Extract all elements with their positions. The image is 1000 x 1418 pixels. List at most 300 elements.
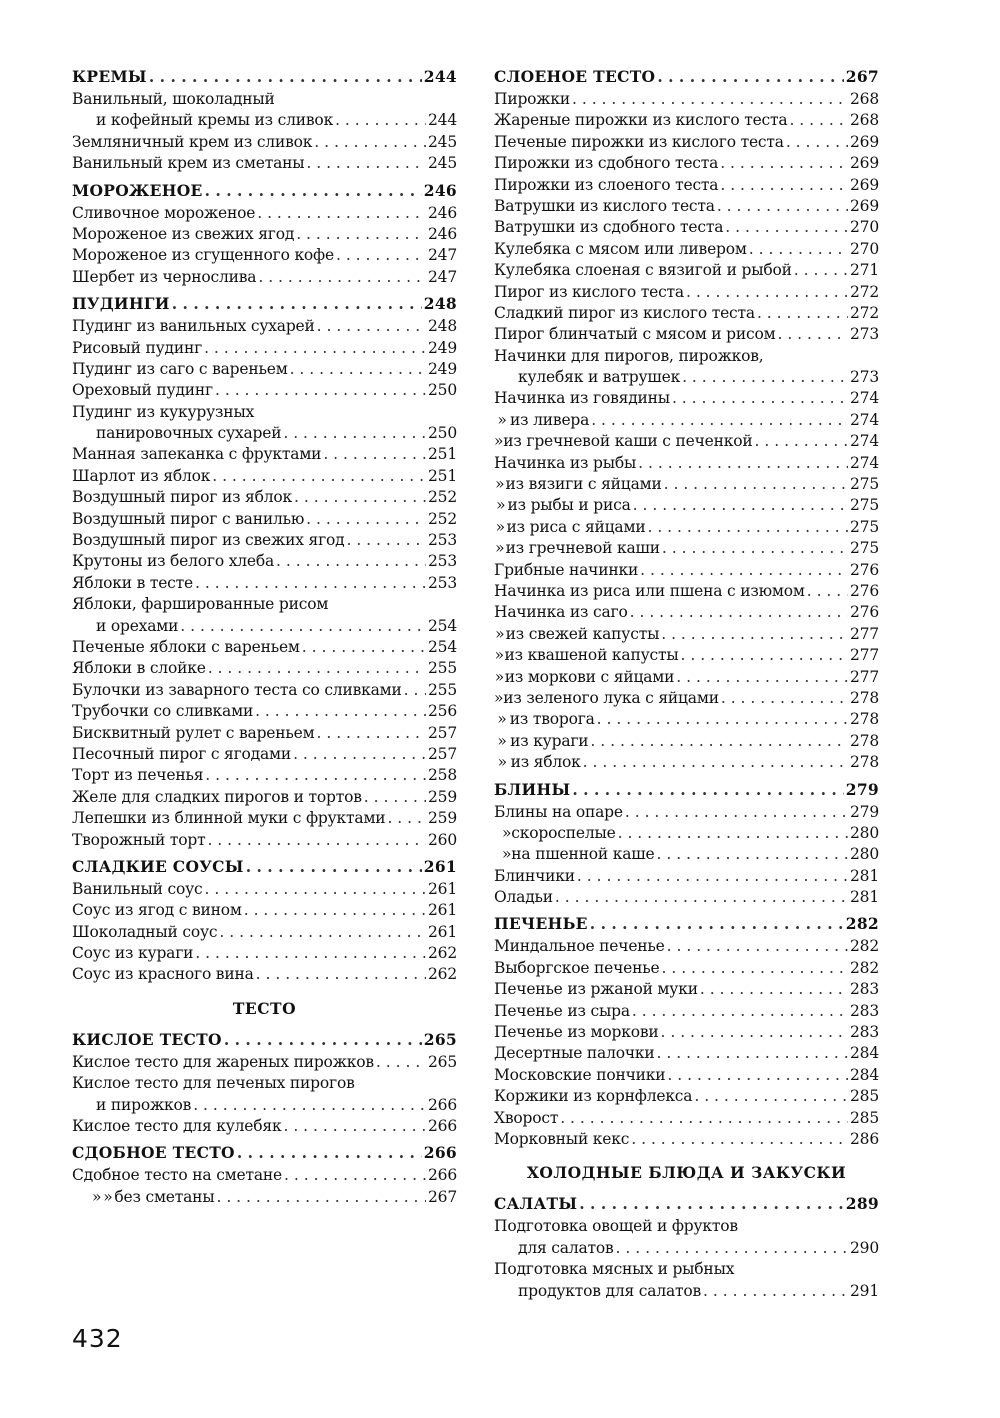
leader-dots xyxy=(205,765,426,786)
toc-page-number: 281 xyxy=(850,866,879,885)
leader-dots xyxy=(700,979,848,1000)
toc-page-number: 261 xyxy=(428,922,457,941)
toc-heading xyxy=(72,1028,457,1052)
toc-entry xyxy=(72,402,457,423)
toc-entry-title: Пирожки из сдобного теста xyxy=(494,154,719,173)
toc-entry-title: Воздушный пирог из свежих ягод xyxy=(72,531,345,550)
toc-entry xyxy=(72,509,457,530)
leader-dots xyxy=(323,444,426,465)
toc-entry xyxy=(494,709,879,730)
toc-page-number: 265 xyxy=(428,1052,457,1071)
toc-page-number: 279 xyxy=(850,802,879,821)
toc-page-number: 284 xyxy=(850,1065,879,1084)
toc-entry-title: Яблоки, фаршированные рисом xyxy=(72,595,329,614)
toc-entry xyxy=(72,224,457,245)
toc-entry xyxy=(494,474,879,495)
ditto-mark: » xyxy=(92,1187,102,1206)
toc-entry xyxy=(72,680,457,701)
leader-dots xyxy=(404,680,426,701)
toc-entry-title: Яблоки в слойке xyxy=(72,659,206,678)
toc-entry-title: Оладьи xyxy=(494,888,553,907)
toc-entry-title: из ливера xyxy=(510,410,590,429)
toc-page-number: 282 xyxy=(845,914,879,934)
toc-entry xyxy=(72,380,457,401)
toc-entry xyxy=(494,802,879,823)
toc-page-number: 270 xyxy=(850,218,879,237)
leader-dots xyxy=(335,110,426,131)
toc-entry xyxy=(72,110,457,131)
toc-page-number: 266 xyxy=(428,1117,457,1136)
toc-page-number: 259 xyxy=(428,809,457,828)
toc-page-number: 262 xyxy=(428,944,457,963)
toc-entry xyxy=(72,637,457,658)
toc-page-number: 291 xyxy=(850,1281,879,1300)
leader-dots xyxy=(376,1052,426,1073)
leader-dots xyxy=(638,453,848,474)
toc-entry xyxy=(72,744,457,765)
leader-dots xyxy=(296,224,426,245)
toc-entry xyxy=(494,866,879,887)
toc-page-number: 262 xyxy=(428,965,457,984)
ditto-mark: » xyxy=(494,667,504,686)
toc-entry-title: Десертные палочки xyxy=(494,1044,655,1063)
toc-entry xyxy=(494,1065,879,1086)
toc-page-number: 261 xyxy=(428,879,457,898)
leader-dots xyxy=(686,282,848,303)
toc-page-number: 273 xyxy=(850,368,879,387)
toc-entry-title: Печенье из ржаной муки xyxy=(494,980,698,999)
toc-entry-title: Жареные пирожки из кислого теста xyxy=(494,111,788,130)
toc-page-number: 277 xyxy=(850,646,879,665)
toc-entry xyxy=(494,844,879,865)
leader-dots xyxy=(590,731,848,752)
toc-entry-title: Печенье из сыра xyxy=(494,1001,630,1020)
leader-dots xyxy=(657,1043,848,1064)
leader-dots xyxy=(257,203,426,224)
toc-page-number: 278 xyxy=(850,710,879,729)
toc-page-number: 267 xyxy=(428,1187,457,1206)
toc-entry xyxy=(72,487,457,508)
toc-page-number: 280 xyxy=(850,845,879,864)
toc-entry xyxy=(72,423,457,444)
toc-entry-title: Ванильный, шоколадный xyxy=(72,90,275,108)
leader-dots xyxy=(681,645,849,666)
toc-entry-title: Пудинг из ванильных сухарей xyxy=(72,317,315,336)
toc-page-number: 245 xyxy=(428,154,457,173)
toc-entry xyxy=(494,1043,879,1064)
toc-page-number: 283 xyxy=(850,1001,879,1020)
toc-page-number: 255 xyxy=(428,659,457,678)
toc-entry xyxy=(72,616,457,637)
toc-entry-title: Печенье из моркови xyxy=(494,1023,659,1042)
toc-entry xyxy=(72,701,457,722)
toc-entry-title: Соус из кураги xyxy=(72,944,194,963)
toc-entry-title: из рыбы и риса xyxy=(507,496,631,515)
toc-page-number: 269 xyxy=(850,132,879,151)
toc-heading xyxy=(494,912,879,936)
toc-page-number: 250 xyxy=(428,424,457,443)
toc-page-number: 250 xyxy=(428,381,457,400)
toc-entry-title: Грибные начинки xyxy=(494,560,639,579)
toc-entry-title: Сдобное тесто на сметане xyxy=(72,1166,283,1185)
toc-page-number: 276 xyxy=(850,603,879,622)
toc-entry xyxy=(494,1238,879,1259)
leader-dots xyxy=(577,866,848,887)
leader-dots xyxy=(657,65,843,89)
toc-entry-title: Блинчики xyxy=(494,866,575,885)
leader-dots xyxy=(662,958,849,979)
toc-page-number: 251 xyxy=(428,466,457,485)
leader-dots xyxy=(244,900,426,921)
toc-page-number: 278 xyxy=(850,688,879,707)
toc-entry-title: на пшенной каше xyxy=(511,845,655,864)
leader-dots xyxy=(667,936,848,957)
toc-entry-title: Подготовка овощей и фруктов xyxy=(494,1217,738,1236)
leader-dots xyxy=(302,637,426,658)
toc-entry-title: Булочки из заварного теста со сливками xyxy=(72,680,402,699)
toc-entry xyxy=(494,517,879,538)
toc-page-number: 255 xyxy=(428,680,457,699)
leader-dots xyxy=(794,260,848,281)
toc-entry-title: Земляничный крем из сливок xyxy=(72,132,313,151)
toc-entry-title: из свежей капусты xyxy=(505,624,660,643)
toc-entry xyxy=(494,1216,879,1237)
toc-page-number: 285 xyxy=(850,1108,879,1127)
leader-dots xyxy=(290,359,426,380)
toc-page-number: 272 xyxy=(850,282,879,301)
toc-entry-title: САЛАТЫ xyxy=(494,1194,578,1214)
ditto-mark: » xyxy=(494,688,504,707)
toc-page-number: 275 xyxy=(850,517,879,536)
toc-page-number: 245 xyxy=(428,132,457,151)
ditto-mark: » xyxy=(502,845,512,864)
toc-page-number: 244 xyxy=(423,67,457,86)
toc-entry xyxy=(72,89,457,110)
leader-dots xyxy=(625,802,848,823)
toc-entry-title: Начинки для пирогов, пирожков, xyxy=(494,346,764,365)
toc-entry xyxy=(72,879,457,900)
toc-entry-title: Ватрушки из сдобного теста xyxy=(494,218,724,237)
toc-page-number: 270 xyxy=(850,239,879,258)
toc-page-number: 289 xyxy=(845,1194,879,1214)
leader-dots xyxy=(364,787,426,808)
toc-entry xyxy=(494,602,879,623)
toc-entry-title: Начинка из риса или пшена с изюмом xyxy=(494,581,805,600)
toc-entry xyxy=(494,1001,879,1022)
toc-entry xyxy=(494,731,879,752)
toc-heading xyxy=(72,855,457,879)
leader-dots xyxy=(316,723,426,744)
leader-dots xyxy=(216,1187,426,1208)
toc-entry-title: Выборгское печенье xyxy=(494,958,660,977)
toc-entry xyxy=(494,958,879,979)
toc-entry-title: Мороженое из свежих ягод xyxy=(72,224,295,243)
toc-entry-title: из вязиги с яйцами xyxy=(505,475,662,494)
toc-page-number: 249 xyxy=(428,338,457,357)
toc-entry xyxy=(494,303,879,324)
leader-dots xyxy=(647,517,848,538)
toc-entry xyxy=(494,495,879,516)
toc-page-number: 269 xyxy=(850,154,879,173)
toc-entry xyxy=(494,1108,879,1129)
leader-dots xyxy=(682,367,848,388)
toc-entry xyxy=(494,936,879,957)
toc-page-number: 282 xyxy=(850,937,879,956)
toc-entry-title: СЛОЕНОЕ ТЕСТО xyxy=(494,67,656,86)
toc-entry-title: и кофейный кремы из сливок xyxy=(96,111,334,130)
leader-dots xyxy=(560,1108,848,1129)
toc-entry-title: из яблок xyxy=(510,753,581,772)
leader-dots xyxy=(293,744,426,765)
leader-dots xyxy=(283,1116,426,1137)
toc-entry-title: Пирог из кислого теста xyxy=(494,282,684,301)
toc-entry xyxy=(494,153,879,174)
leader-dots xyxy=(387,808,426,829)
toc-entry xyxy=(72,830,457,851)
toc-entry-title: ПУДИНГИ xyxy=(72,294,170,314)
ditto-mark: » xyxy=(497,710,507,729)
toc-entry xyxy=(72,203,457,224)
toc-entry xyxy=(72,1187,457,1208)
toc-heading xyxy=(72,292,457,316)
toc-entry xyxy=(494,132,879,153)
toc-entry xyxy=(494,282,879,303)
toc-entry xyxy=(494,1086,879,1107)
toc-page-number: 285 xyxy=(850,1087,879,1106)
leader-dots xyxy=(757,303,848,324)
toc-page-number: 284 xyxy=(850,1044,879,1063)
toc-entry-title: БЛИНЫ xyxy=(494,779,571,799)
toc-entry xyxy=(72,787,457,808)
toc-entry xyxy=(72,316,457,337)
toc-page-number: 283 xyxy=(850,980,879,999)
ditto-mark: » xyxy=(497,753,507,772)
leader-dots xyxy=(224,1028,422,1052)
leader-dots xyxy=(255,701,426,722)
toc-entry-title: Пудинг из саго с вареньем xyxy=(72,359,288,378)
toc-entry-title: Ванильный соус xyxy=(72,879,203,898)
leader-dots xyxy=(205,179,422,203)
toc-entry-title: Печеные пирожки из кислого теста xyxy=(494,132,784,151)
toc-entry-title: КИСЛОЕ ТЕСТО xyxy=(72,1029,222,1049)
leader-dots xyxy=(212,466,426,487)
toc-entry-title: Бисквитный рулет с вареньем xyxy=(72,723,315,742)
toc-entry xyxy=(494,260,879,281)
toc-heading xyxy=(494,778,879,802)
toc-entry-title: Песочный пирог с ягодами xyxy=(72,744,292,763)
leader-dots xyxy=(317,316,426,337)
toc-page-number: 246 xyxy=(423,180,457,200)
toc-page-number: 282 xyxy=(850,958,879,977)
toc-entry-title: Воздушный пирог с ванилью xyxy=(72,509,305,528)
leader-dots xyxy=(618,823,848,844)
leader-dots xyxy=(777,324,848,345)
leader-dots xyxy=(219,922,426,943)
toc-entry xyxy=(494,453,879,474)
toc-page-number: 248 xyxy=(423,294,457,314)
leader-dots xyxy=(314,132,426,153)
toc-entry xyxy=(494,624,879,645)
toc-page-number: 280 xyxy=(850,823,879,842)
toc-entry-title: Хворост xyxy=(494,1108,559,1127)
toc-page-number: 278 xyxy=(850,753,879,772)
toc-entry-title: ПЕЧЕНЬЕ xyxy=(494,914,588,934)
toc-entry xyxy=(72,530,457,551)
toc-right-column xyxy=(494,61,879,1302)
ditto-mark: » xyxy=(495,539,505,558)
leader-dots xyxy=(633,495,848,516)
toc-page-number: 277 xyxy=(849,624,879,643)
toc-heading xyxy=(494,65,879,89)
ditto-mark: » xyxy=(494,432,504,451)
toc-entry-title: Сливочное мороженое xyxy=(72,203,256,222)
toc-page-number: 267 xyxy=(845,67,879,86)
toc-entry-title: Московские пончики xyxy=(494,1065,666,1084)
toc-entry-title: из квашеной капусты xyxy=(504,646,679,665)
toc-page-number: 248 xyxy=(428,317,457,336)
toc-entry-title: Кислое тесто для кулебяк xyxy=(72,1117,282,1136)
ditto-mark: » xyxy=(495,517,505,536)
ditto-mark: » xyxy=(497,410,507,429)
toc-entry xyxy=(494,1281,879,1302)
toc-page-number: 275 xyxy=(850,539,879,558)
leader-dots xyxy=(640,560,848,581)
leader-dots xyxy=(717,196,848,217)
toc-entry xyxy=(72,1116,457,1137)
leader-dots xyxy=(205,879,426,900)
leader-dots xyxy=(237,1141,422,1165)
ditto-mark: » xyxy=(502,823,512,842)
toc-entry xyxy=(494,175,879,196)
toc-entry xyxy=(494,367,879,388)
toc-entry xyxy=(494,1129,879,1150)
toc-page-number: 268 xyxy=(850,90,879,108)
toc-page-number: 286 xyxy=(850,1129,879,1148)
toc-entry xyxy=(494,581,879,602)
toc-page-number: 252 xyxy=(428,488,457,507)
leader-dots xyxy=(662,538,848,559)
toc-entry xyxy=(494,823,879,844)
section-title: ХОЛОДНЫЕ БЛЮДА И ЗАКУСКИ xyxy=(526,1163,847,1183)
toc-entry xyxy=(494,1022,879,1043)
ditto-mark: » xyxy=(494,646,504,665)
toc-page-number: 257 xyxy=(428,723,457,742)
leader-dots xyxy=(725,217,848,238)
leader-dots xyxy=(656,844,848,865)
toc-page-number: 268 xyxy=(850,111,879,130)
toc-page-number: 266 xyxy=(428,1166,457,1185)
leader-dots xyxy=(789,110,848,131)
toc-page-number: 279 xyxy=(845,779,879,799)
toc-entry-title: Ванильный крем из сметаны xyxy=(72,154,305,173)
toc-entry-title: Начинка из саго xyxy=(494,603,628,622)
toc-entry-title: без сметаны xyxy=(114,1187,215,1206)
toc-entry-title: Яблоки в тесте xyxy=(72,573,194,592)
toc-page-number: 274 xyxy=(850,410,879,429)
leader-dots xyxy=(258,267,426,288)
toc-entry-title: Шарлот из яблок xyxy=(72,466,211,485)
toc-entry xyxy=(494,110,879,131)
toc-entry xyxy=(72,658,457,679)
toc-page-number: 258 xyxy=(428,766,457,785)
toc-page-number: 244 xyxy=(428,111,457,130)
toc-entry-title: КРЕМЫ xyxy=(72,67,147,86)
toc-entry-title: из зеленого лука с яйцами xyxy=(503,688,719,707)
leader-dots xyxy=(721,688,848,709)
leader-dots xyxy=(755,431,848,452)
toc-page-number: 274 xyxy=(850,389,879,408)
toc-page-number: 257 xyxy=(428,744,457,763)
toc-entry-title: Крутоны из белого хлеба xyxy=(72,552,275,571)
leader-dots xyxy=(306,153,426,174)
toc-heading xyxy=(494,1192,879,1216)
leader-dots xyxy=(336,245,426,266)
toc-page-number: 278 xyxy=(850,731,879,750)
leader-dots xyxy=(661,624,848,645)
leader-dots xyxy=(306,509,426,530)
toc-page-number: 246 xyxy=(428,203,457,222)
toc-page-number: 276 xyxy=(850,560,879,579)
toc-page-number: 253 xyxy=(428,573,457,592)
toc-entry-title: Сладкий пирог из кислого теста xyxy=(494,303,755,322)
toc-page-number: 269 xyxy=(850,196,879,215)
toc-page-number: 266 xyxy=(428,1095,457,1114)
toc-entry xyxy=(72,153,457,174)
toc-entry-title: и пирожков xyxy=(96,1095,192,1114)
leader-dots xyxy=(591,410,848,431)
toc-entry xyxy=(72,466,457,487)
toc-entry-title: Шоколадный соус xyxy=(72,922,218,941)
leader-dots xyxy=(720,153,848,174)
toc-page-number: 281 xyxy=(850,888,879,907)
toc-page-number: 290 xyxy=(850,1238,879,1257)
toc-entry xyxy=(494,217,879,238)
toc-heading xyxy=(72,179,457,203)
toc-entry-title: Торт из печенья xyxy=(72,766,204,785)
toc-entry-title: МОРОЖЕНОЕ xyxy=(72,180,203,200)
toc-entry xyxy=(72,132,457,153)
section-title: ТЕСТО xyxy=(232,998,297,1018)
toc-page-number: 256 xyxy=(428,702,457,721)
leader-dots xyxy=(180,616,426,637)
toc-page-number: 274 xyxy=(850,453,879,472)
toc-page-number: 283 xyxy=(850,1023,879,1042)
toc-page-number: 253 xyxy=(428,552,457,571)
toc-entry-title: Миндальное печенье xyxy=(494,937,665,956)
toc-entry xyxy=(494,538,879,559)
toc-entry-title: для салатов xyxy=(518,1238,614,1257)
leader-dots xyxy=(256,964,426,985)
leader-dots xyxy=(676,667,848,688)
toc-entry xyxy=(72,723,457,744)
toc-entry-title: скороспелые xyxy=(511,823,616,842)
toc-page-number: 273 xyxy=(850,325,879,344)
ditto-mark: » xyxy=(495,475,505,494)
toc-page-number: 247 xyxy=(428,267,457,286)
toc-heading xyxy=(72,65,457,89)
leader-dots xyxy=(579,1192,843,1216)
toc-entry xyxy=(72,551,457,572)
leader-dots xyxy=(667,1065,848,1086)
leader-dots xyxy=(195,573,426,594)
ditto-mark: » xyxy=(497,731,507,750)
toc-page-number: 275 xyxy=(850,475,879,494)
toc-entry-title: Кислое тесто для печеных пирогов xyxy=(72,1074,355,1093)
toc-entry xyxy=(494,431,879,452)
leader-dots xyxy=(631,1129,848,1150)
toc-entry xyxy=(72,964,457,985)
toc-entry xyxy=(494,388,879,409)
